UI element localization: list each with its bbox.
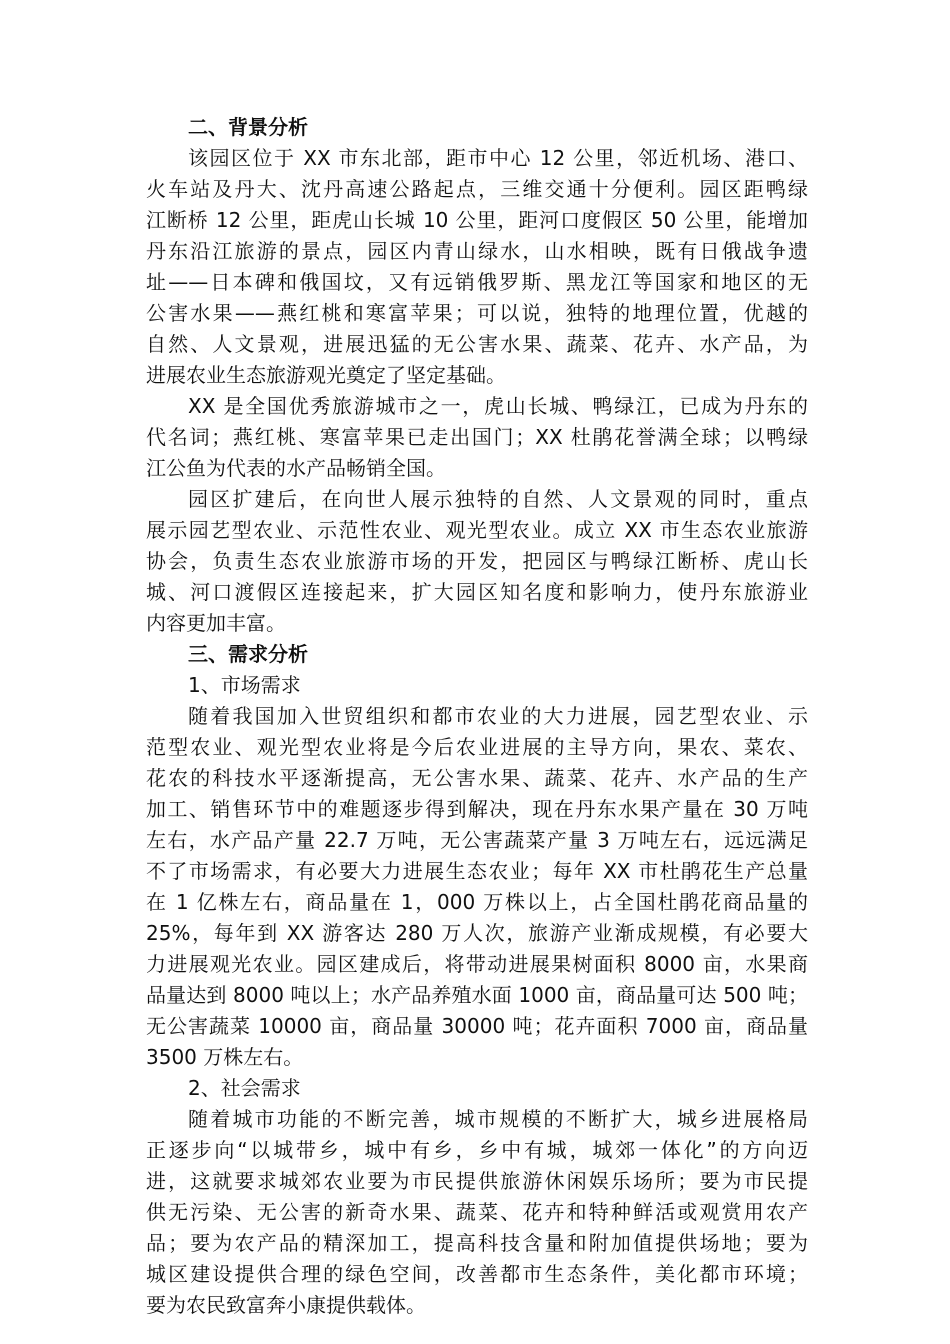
text-line: 花农的科技水平逐渐提高，无公害水果、蔬菜、花卉、水产品的生产 [146, 766, 808, 790]
text-line: 要为农民致富奔小康提供载体。 [146, 1293, 426, 1317]
text-line: 内容更加丰富。 [146, 611, 286, 635]
text-line: 左右，水产品产量 22.7 万吨，无公害蔬菜产量 3 万吨左右，远远满足 [146, 828, 808, 852]
text-line: 协会，负责生态农业旅游市场的开发，把园区与鸭绿江断桥、虎山长 [146, 549, 808, 573]
text-line: 品；要为农产品的精深加工，提高科技含量和附加值提供场地；要为 [146, 1231, 808, 1255]
text-line: 进展农业生态旅游观光奠定了坚定基础。 [146, 363, 506, 387]
text-line: XX 是全国优秀旅游城市之一，虎山长城、鸭绿江，已成为丹东的 [188, 394, 808, 418]
text-line: 城、河口渡假区连接起来，扩大园区知名度和影响力，使丹东旅游业 [146, 580, 808, 604]
section-heading-background: 二、背景分析 [188, 115, 308, 139]
paragraph-social-demand [146, 1104, 808, 1321]
text-line: 3500 万株左右。 [146, 1045, 304, 1069]
text-line: 园区扩建后，在向世人展示独特的自然、人文景观的同时，重点 [188, 487, 808, 511]
paragraph-market-demand [146, 701, 808, 1073]
text-line: 加工、销售环节中的难题逐步得到解决，现在丹东水果产量在 30 万吨 [146, 797, 808, 821]
paragraph-expansion [146, 484, 808, 639]
text-line: 址——日本碑和俄国坟，又有远销俄罗斯、黑龙江等国家和地区的无 [146, 270, 808, 294]
text-line: 正逐步向“以城带乡，城中有乡，乡中有城，城郊一体化”的方向迈 [146, 1138, 808, 1162]
text-line: 火车站及丹大、沈丹高速公路起点，三维交通十分便利。园区距鸭绿 [146, 177, 808, 201]
section-heading-demand: 三、需求分析 [188, 642, 308, 666]
text-line: 公害水果——燕红桃和寒富苹果；可以说，独特的地理位置，优越的 [146, 301, 808, 325]
text-line: 范型农业、观光型农业将是今后农业进展的主导方向，果农、菜农、 [146, 735, 808, 759]
text-line: 25%，每年到 XX 游客达 280 万人次，旅游产业渐成规模，有必要大 [146, 921, 808, 945]
text-line: 无公害蔬菜 10000 亩，商品量 30000 吨；花卉面积 7000 亩，商品量 [146, 1014, 808, 1038]
text-line: 在 1 亿株左右，商品量在 1，000 万株以上，占全国杜鹃花商品量的 [146, 890, 808, 914]
text-line: 随着城市功能的不断完善，城市规模的不断扩大，城乡进展格局 [188, 1107, 808, 1131]
document-page [146, 112, 808, 1321]
subsection-title-market: 1、市场需求 [188, 673, 301, 697]
text-line: 江公鱼为代表的水产品畅销全国。 [146, 456, 446, 480]
subsection-title-social: 2、社会需求 [188, 1076, 301, 1100]
text-line: 供无污染、无公害的新奇水果、蔬菜、花卉和特种鲜活或观赏用农产 [146, 1200, 808, 1224]
text-line: 随着我国加入世贸组织和都市农业的大力进展，园艺型农业、示 [188, 704, 808, 728]
text-line: 进，这就要求城郊农业要为市民提供旅游休闲娱乐场所；要为市民提 [146, 1169, 808, 1193]
text-line: 力进展观光农业。园区建成后，将带动进展果树面积 8000 亩，水果商 [146, 952, 808, 976]
text-line: 自然、人文景观，进展迅猛的无公害水果、蔬菜、花卉、水产品，为 [146, 332, 808, 356]
text-line: 城区建设提供合理的绿色空间，改善都市生态条件，美化都市环境； [146, 1262, 808, 1286]
text-line: 丹东沿江旅游的景点，园区内青山绿水，山水相映，既有日俄战争遗 [146, 239, 808, 263]
paragraph-location [146, 143, 808, 391]
text-line: 江断桥 12 公里，距虎山长城 10 公里，距河口度假区 50 公里，能增加 [146, 208, 808, 232]
text-line: 品量达到 8000 吨以上；水产品养殖水面 1000 亩，商品量可达 500 吨； [146, 983, 808, 1007]
text-line: 不了市场需求，有必要大力进展生态农业；每年 XX 市杜鹃花生产总量 [146, 859, 808, 883]
text-line: 展示园艺型农业、示范性农业、观光型农业。成立 XX 市生态农业旅游 [146, 518, 808, 542]
text-line: 代名词；燕红桃、寒富苹果已走出国门；XX 杜鹃花誉满全球；以鸭绿 [146, 425, 808, 449]
paragraph-tourism-city [146, 391, 808, 484]
text-line: 该园区位于 XX 市东北部，距市中心 12 公里，邻近机场、港口、 [188, 146, 808, 170]
